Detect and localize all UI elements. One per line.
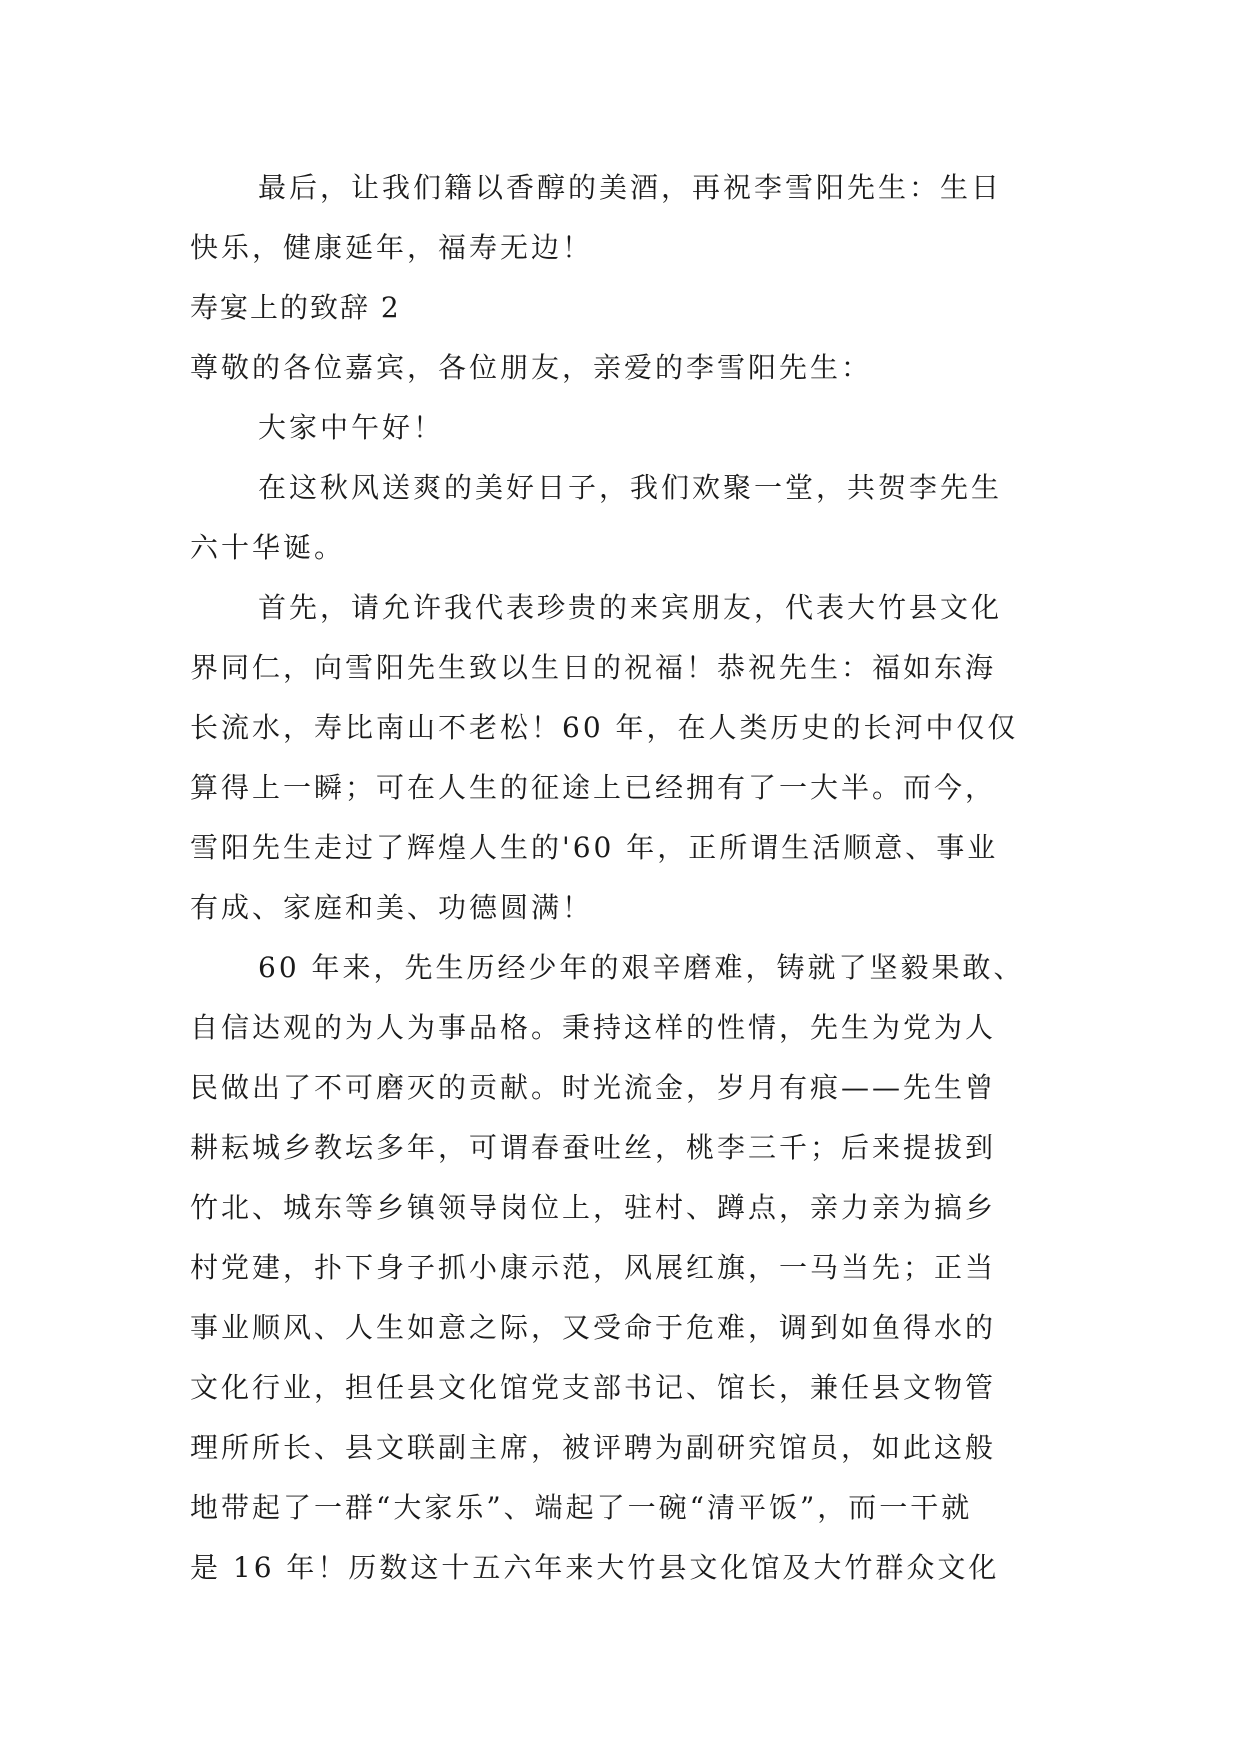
- text-line-14: 60 年来，先生历经少年的艰辛磨难，铸就了坚毅果敢、: [258, 951, 1025, 984]
- text-line-6: 在这秋风送爽的美好日子，我们欢聚一堂，共贺李先生: [258, 471, 1003, 504]
- text-line-19: 村党建，扑下身子抓小康示范，风展红旗，一马当先；正当: [190, 1251, 997, 1284]
- text-line-17: 耕耘城乡教坛多年，可谓春蚕吐丝，桃李三千；后来提拔到: [190, 1131, 997, 1164]
- text-line-23: 地带起了一群“大家乐”、端起了一碗“清平饭”，而一干就: [190, 1491, 973, 1524]
- text-line-9: 界同仁，向雪阳先生致以生日的祝福！恭祝先生：福如东海: [190, 651, 997, 684]
- text-line-7: 六十华诞。: [190, 531, 346, 564]
- text-line-10: 长流水，寿比南山不老松！60 年，在人类历史的长河中仅仅: [190, 711, 1019, 744]
- text-line-1: 最后，让我们籍以香醇的美酒，再祝李雪阳先生：生日: [258, 171, 1003, 204]
- text-line-22: 理所所长、县文联副主席，被评聘为副研究馆员，如此这般: [190, 1431, 997, 1464]
- text-line-11: 算得上一瞬；可在人生的征途上已经拥有了一大半。而今，: [190, 771, 997, 804]
- text-line-24: 是 16 年！历数这十五六年来大竹县文化馆及大竹群众文化: [190, 1551, 1000, 1584]
- section-heading: 寿宴上的致辞 2: [190, 291, 401, 324]
- text-line-12: 雪阳先生走过了辉煌人生的'60 年，正所谓生活顺意、事业: [190, 831, 999, 864]
- document-body: [190, 158, 1050, 1598]
- text-line-15: 自信达观的为人为事品格。秉持这样的性情，先生为党为人: [190, 1011, 997, 1044]
- text-line-18: 竹北、城东等乡镇领导岗位上，驻村、蹲点，亲力亲为搞乡: [190, 1191, 997, 1224]
- text-line-8: 首先，请允许我代表珍贵的来宾朋友，代表大竹县文化: [258, 591, 1003, 624]
- salutation: 尊敬的各位嘉宾，各位朋友，亲爱的李雪阳先生：: [190, 351, 873, 384]
- text-line-21: 文化行业，担任县文化馆党支部书记、馆长，兼任县文物管: [190, 1371, 997, 1404]
- text-line-20: 事业顺风、人生如意之际，又受命于危难，调到如鱼得水的: [190, 1311, 997, 1344]
- text-line-2: 快乐，健康延年，福寿无边！: [190, 231, 594, 264]
- text-line-13: 有成、家庭和美、功德圆满！: [190, 891, 594, 924]
- greeting: 大家中午好！: [258, 411, 445, 444]
- text-line-16: 民做出了不可磨灭的贡献。时光流金，岁月有痕——先生曾: [190, 1071, 997, 1104]
